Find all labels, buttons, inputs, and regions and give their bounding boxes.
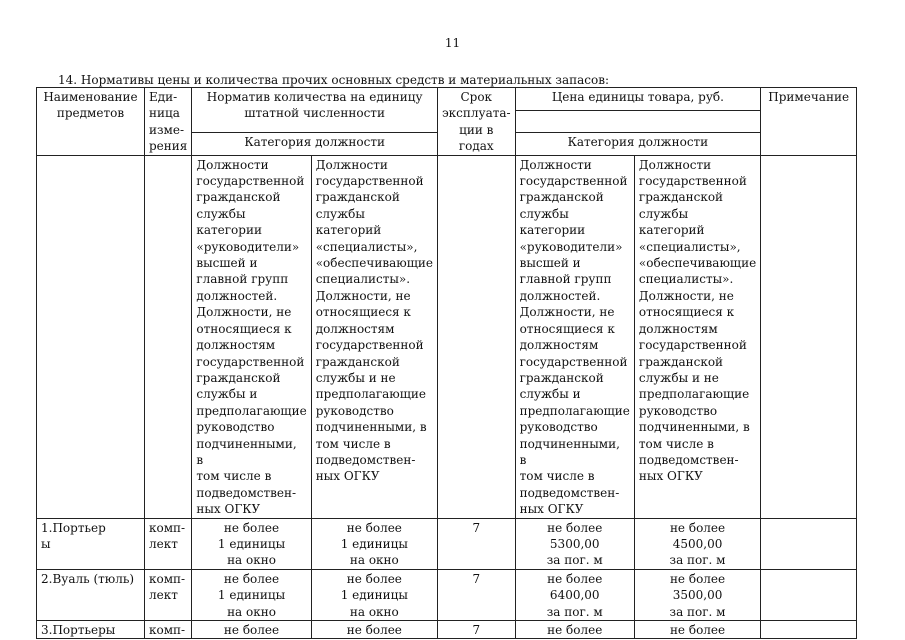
item-note bbox=[761, 569, 857, 620]
item-price-2: не более bbox=[634, 621, 760, 639]
category-row bbox=[37, 155, 857, 518]
qty-category-1: Должности государственной гражданской службы категории «руководители» высшей и главной групп должностей. Должности, не относящиеся к должностям государственной гражданской службы и предполагающие руководство подчиненными, в том числе в подведомствен- ных ОГКУ bbox=[192, 155, 311, 518]
price-category-2: Должности государственной гражданской службы категорий «специалисты», «обеспечивающие специалисты». Должности, не относящиеся к должностям государственной гражданской службы и не предполагающие руководство подчиненными, в том числе в подведомствен- ных ОГКУ bbox=[634, 155, 760, 518]
category-empty-term bbox=[437, 155, 515, 518]
item-name: 2.Вуаль (тюль) bbox=[37, 569, 145, 620]
item-qty-2: не более 1 единицы на окно bbox=[311, 518, 437, 569]
table-row bbox=[37, 518, 857, 569]
item-price-1: не более 5300,00 за пог. м bbox=[515, 518, 634, 569]
category-empty-name bbox=[37, 155, 145, 518]
price-category-1: Должности государственной гражданской службы категории «руководители» высшей и главной групп должностей. Должности, не относящиеся к должностям государственной гражданской службы и предполагающие руководство подчиненными, в том числе в подведомствен- ных ОГКУ bbox=[515, 155, 634, 518]
item-price-1: не более 6400,00 за пог. м bbox=[515, 569, 634, 620]
header-price: Цена единицы товара, руб. bbox=[515, 88, 761, 111]
item-term: 7 bbox=[437, 621, 515, 639]
qty-category-2: Должности государственной гражданской службы категорий «специалисты», «обеспечивающие специалисты». Должности, не относящиеся к должностям государственной гражданской службы и не предполагающие руководство подчиненными, в том числе в подведомствен- ных ОГКУ bbox=[311, 155, 437, 518]
item-price-2: не более 3500,00 за пог. м bbox=[634, 569, 760, 620]
item-term: 7 bbox=[437, 569, 515, 620]
header-qty-norm: Норматив количества на единицу штатной численности bbox=[192, 88, 438, 133]
header-note: Примечание bbox=[761, 88, 857, 156]
item-qty-2: не более 1 единицы на окно bbox=[311, 569, 437, 620]
section-title: 14. Нормативы цены и количества прочих основных средств и материальных запасов: bbox=[58, 73, 610, 87]
item-unit: комп- bbox=[145, 621, 192, 639]
item-unit: комп- лект bbox=[145, 569, 192, 620]
item-note bbox=[761, 621, 857, 639]
header-name: Наименование предметов bbox=[37, 88, 145, 156]
header-unit: Еди- ница изме- рения bbox=[145, 88, 192, 156]
item-note bbox=[761, 518, 857, 569]
header-row-1 bbox=[37, 88, 857, 111]
category-empty-unit bbox=[145, 155, 192, 518]
item-name: 3.Портьеры bbox=[37, 621, 145, 639]
header-price-category: Категория должности bbox=[515, 132, 761, 155]
item-name: 1.Портьер ы bbox=[37, 518, 145, 569]
header-price-spacer bbox=[515, 110, 761, 132]
item-price-1: не более bbox=[515, 621, 634, 639]
item-qty-1: не более 1 единицы на окно bbox=[192, 569, 311, 620]
category-empty-note bbox=[761, 155, 857, 518]
item-qty-1: не более bbox=[192, 621, 311, 639]
header-term: Срок эксплуата- ции в годах bbox=[437, 88, 515, 156]
item-qty-1: не более 1 единицы на окно bbox=[192, 518, 311, 569]
norms-table bbox=[36, 87, 857, 639]
header-qty-category: Категория должности bbox=[192, 132, 438, 155]
table-row bbox=[37, 621, 857, 639]
page-number: 11 bbox=[444, 36, 461, 50]
item-price-2: не более 4500,00 за пог. м bbox=[634, 518, 760, 569]
table-row bbox=[37, 569, 857, 620]
item-qty-2: не более bbox=[311, 621, 437, 639]
item-unit: комп- лект bbox=[145, 518, 192, 569]
item-term: 7 bbox=[437, 518, 515, 569]
